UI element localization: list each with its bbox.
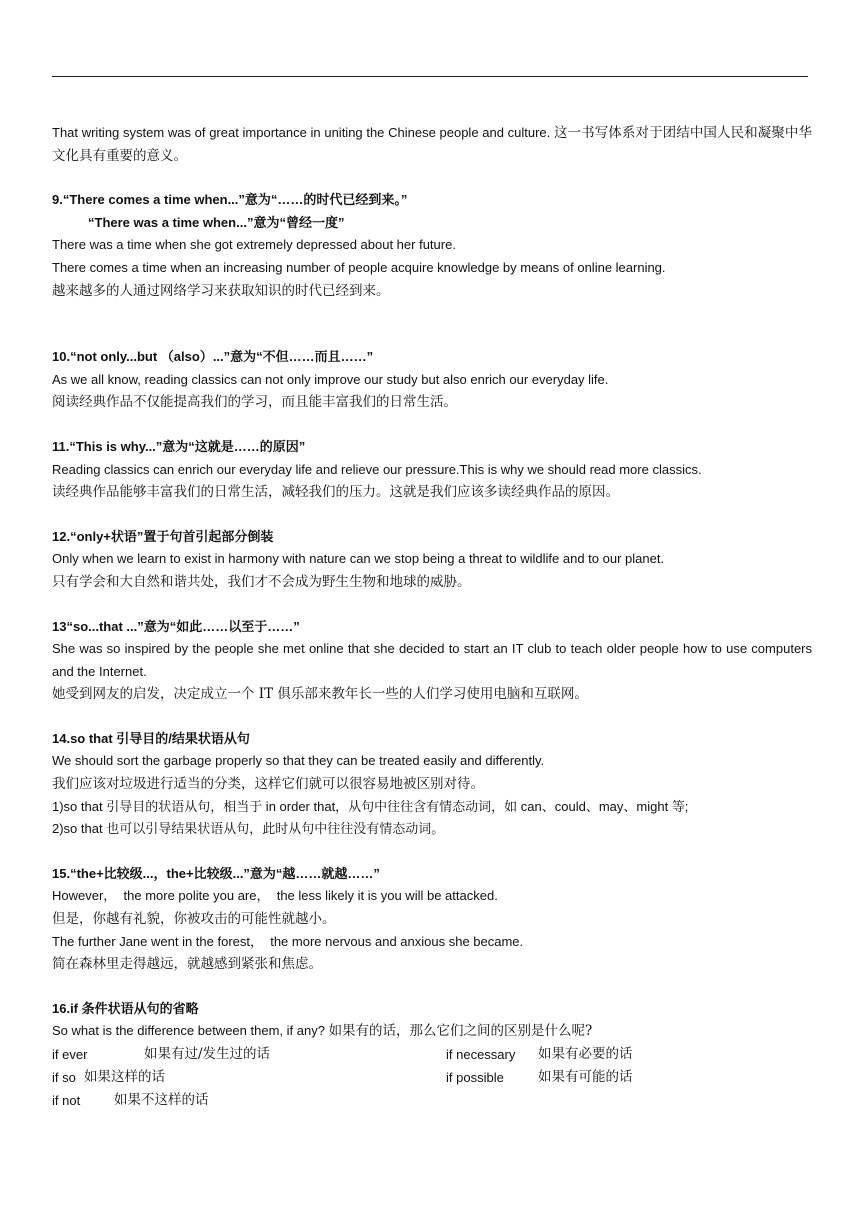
phrase-meaning: 如果有必要的话 (538, 1046, 633, 1062)
section-16-example-chinese: 如果有的话，那么它们之间的区别是什么呢? (328, 1023, 593, 1040)
section-14 (52, 728, 812, 841)
phrase-pair (446, 1043, 633, 1066)
intro-chinese: 这一书写体系对于团结中国人民和凝聚中华文化具有重要的意义。 (52, 125, 812, 164)
phrase-term: if so (52, 1070, 76, 1085)
section-16-example (52, 1020, 812, 1043)
section-12-example: Only when we learn to exist in harmony with nature can we stop being a threat to wildlife and to our planet. (52, 551, 665, 567)
phrase-meaning: 如果有过/发生过的话 (144, 1046, 271, 1062)
section-15 (52, 863, 812, 976)
phrase-row (52, 1066, 812, 1089)
section-9-example-2: There comes a time when an increasing number of people acquire knowledge by means of online learning. (52, 259, 666, 275)
section-13-translation: 她受到网友的启发，决定成立一个 IT 俱乐部来教年长一些的人们学习使用电脑和互联网。 (52, 686, 588, 703)
intro-english: That writing system was of great importance in uniting the Chinese people and culture. (52, 125, 551, 140)
section-10-translation: 阅读经典作品不仅能提高我们的学习，而且能丰富我们的日常生活。 (52, 394, 457, 411)
phrase-pair (446, 1066, 633, 1089)
section-13 (52, 616, 812, 706)
header-rule (52, 76, 808, 77)
phrase-pair (52, 1066, 446, 1089)
phrase-term: if not (52, 1093, 81, 1108)
section-15-translation-2: 简在森林里走得越远，就越感到紧张和焦虑。 (52, 956, 322, 973)
section-9-example-1: There was a time when she got extremely depressed about her future. (52, 237, 456, 253)
section-9-subheading: “There was a time when...”意为“曾经一度” (88, 214, 345, 230)
section-14-note-2: 2)so that 也可以引导结果状语从句，此时从句中往往没有情态动词。 (52, 821, 445, 837)
section-16 (52, 998, 812, 1112)
section-10-example: As we all know, reading classics can not only improve our study but also enrich our everyday life. (52, 371, 609, 387)
section-15-example-1: However， the more polite you are， the less likely it is you will be attacked. (52, 888, 498, 904)
section-10 (52, 346, 812, 414)
phrase-pair (52, 1089, 446, 1112)
section-13-heading: 13“so...that ...”意为“如此……以至于……” (52, 618, 300, 634)
section-15-heading: 15.“the+比较级...，the+比较级...”意为“越……就越……” (52, 865, 380, 881)
section-9-heading: 9.“There comes a time when...”意为“……的时代已经到来。” (52, 192, 408, 208)
section-14-note-1: 1)so that 引导目的状语从句，相当于 in order that，从句中往往含有情态动词，如 can、could、may、might 等; (52, 798, 689, 814)
phrase-row (52, 1089, 812, 1112)
document-body (52, 122, 812, 1112)
section-15-translation-1: 但是，你越有礼貌，你被攻击的可能性就越小。 (52, 911, 336, 928)
section-12 (52, 526, 812, 594)
phrase-row (52, 1043, 812, 1066)
section-9-translation: 越来越多的人通过网络学习来获取知识的时代已经到来。 (52, 282, 390, 299)
phrase-meaning: 如果这样的话 (84, 1069, 165, 1085)
section-9 (52, 189, 812, 302)
section-15-example-2: The further Jane went in the forest， the more nervous and anxious she became. (52, 933, 524, 949)
section-12-translation: 只有学会和大自然和谐共处，我们才不会成为野生生物和地球的威胁。 (52, 573, 471, 590)
section-11 (52, 436, 812, 504)
section-10-heading: 10.“not only...but （also）...”意为“不但……而且……” (52, 349, 374, 365)
section-14-example: We should sort the garbage properly so that they can be treated easily and differently. (52, 753, 545, 769)
intro-paragraph (52, 122, 812, 167)
phrase-meaning: 如果不这样的话 (114, 1092, 209, 1108)
section-11-heading: 11.“This is why...”意为“这就是……的原因” (52, 438, 306, 454)
section-16-example-english: So what is the difference between them, if any? (52, 1023, 325, 1039)
section-14-translation: 我们应该对垃圾进行适当的分类，这样它们就可以很容易地被区别对待。 (52, 776, 484, 793)
phrase-term: if possible (446, 1070, 504, 1085)
section-14-heading: 14.so that 引导目的/结果状语从句 (52, 730, 250, 746)
phrase-term: if ever (52, 1047, 88, 1062)
phrase-pair (52, 1043, 446, 1066)
section-12-heading: 12.“only+状语”置于句首引起部分倒装 (52, 528, 274, 544)
phrase-term: if necessary (446, 1047, 516, 1062)
section-11-example: Reading classics can enrich our everyday life and relieve our pressure.This is why we should read more classics. (52, 461, 702, 477)
section-16-heading: 16.if 条件状语从句的省略 (52, 1000, 199, 1016)
section-11-translation: 读经典作品能够丰富我们的日常生活，减轻我们的压力。这就是我们应该多读经典作品的原因。 (52, 484, 619, 501)
phrase-meaning: 如果有可能的话 (538, 1069, 633, 1085)
section-13-example: She was so inspired by the people she met online that she decided to start an IT club to teach older people how to use computers and the Internet. (52, 641, 812, 679)
